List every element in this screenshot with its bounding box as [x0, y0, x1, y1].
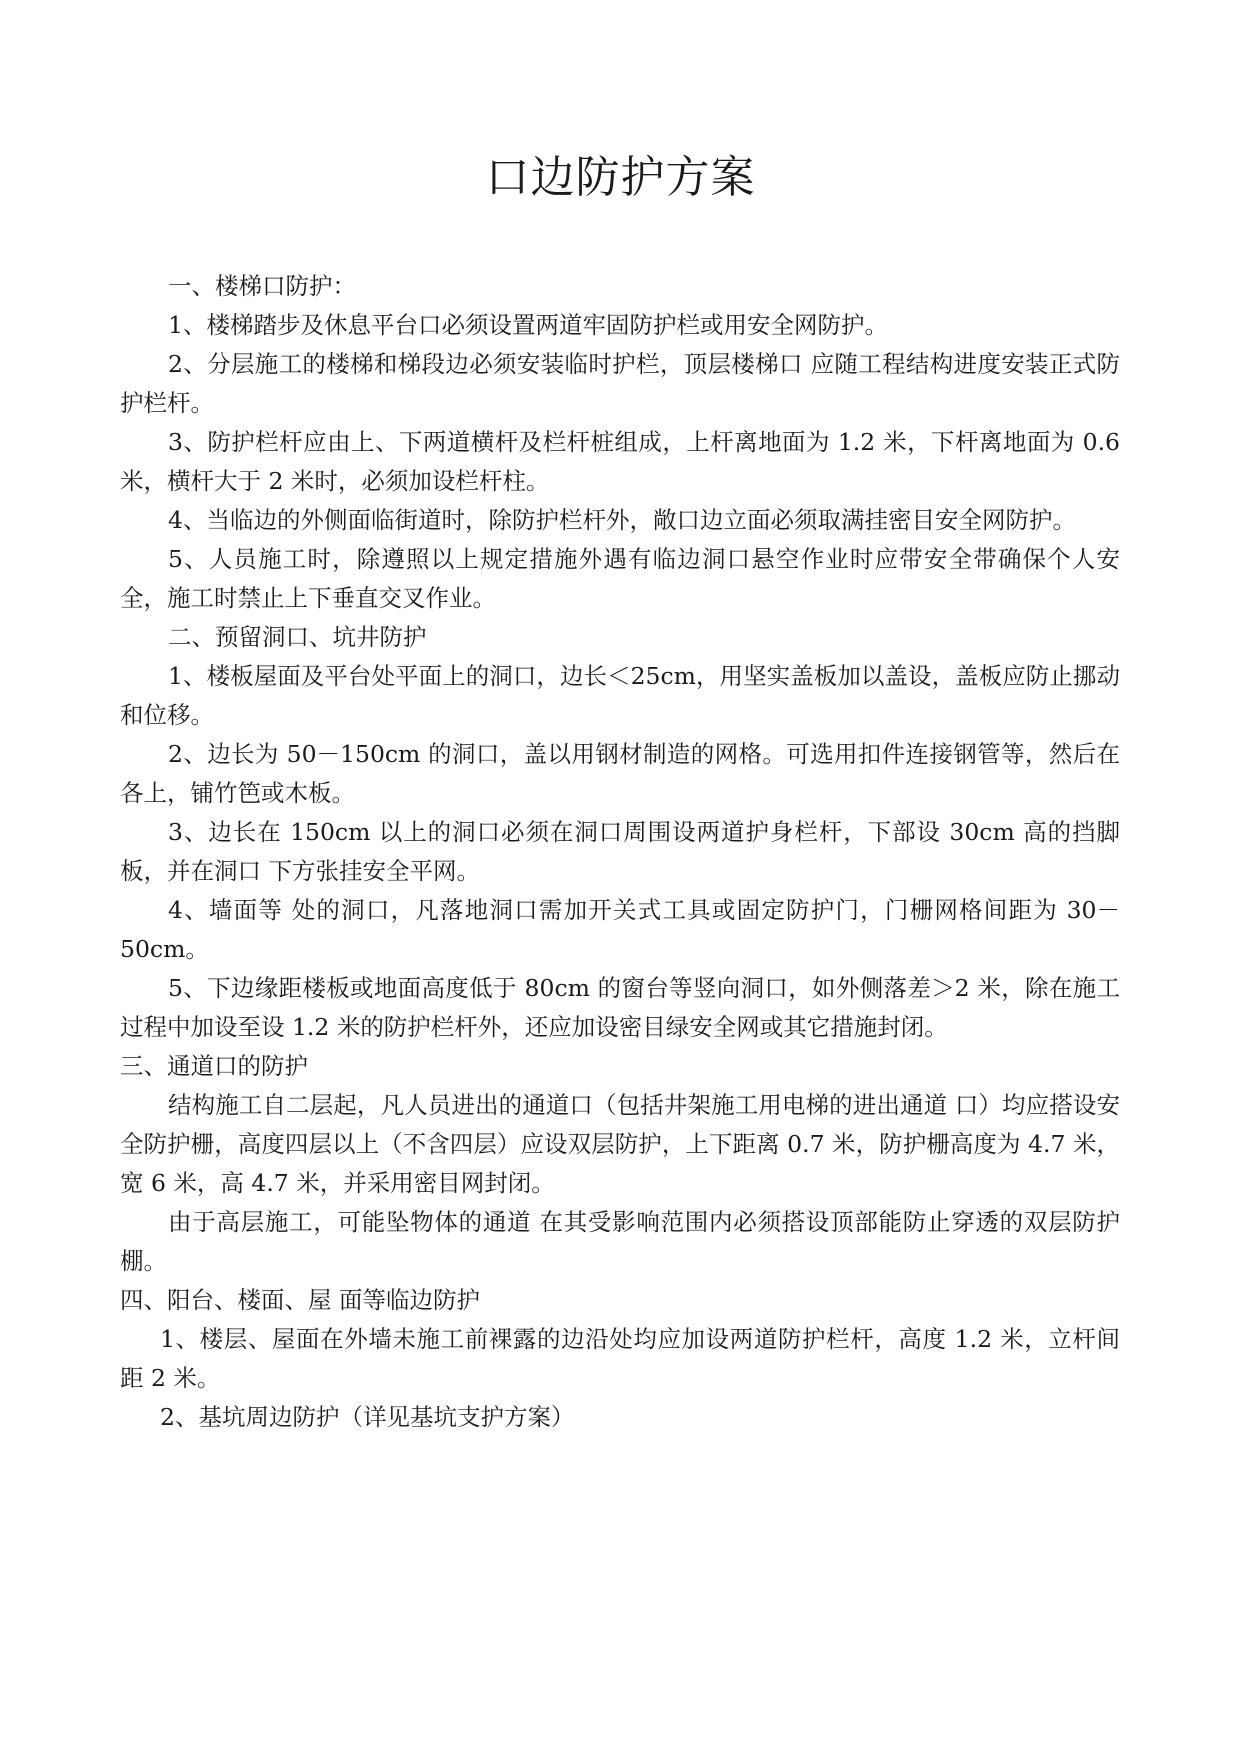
- paragraph: 4、墙面等 处的洞口，凡落地洞口需加开关式工具或固定防护门，门栅网格间距为 30－50cm。: [120, 896, 1120, 963]
- paragraph: 1、楼板屋面及平台处平面上的洞口，边长＜25cm，用坚实盖板加以盖设，盖板应防止挪动和位移。: [120, 662, 1120, 729]
- section-heading: 三、通道口的防护: [120, 1052, 308, 1080]
- paragraph: 结构施工自二层起，凡人员进出的通道口（包括井架施工用电梯的进出通道 口）均应搭设安全防护栅，高度四层以上（不含四层）应设双层防护，上下距离 0.7 米，防护栅高度为 4.7 米，宽 6 米，高 4.7 米，并采用密目网封闭。: [120, 1091, 1120, 1197]
- paragraph: 4、当临边的外侧面临街道时，除防护栏杆外，敞口边立面必须取满挂密目安全网防护。: [168, 506, 1076, 534]
- paragraph: 3、防护栏杆应由上、下两道横杆及栏杆桩组成，上杆离地面为 1.2 米，下杆离地面为 0.6 米，横杆大于 2 米时，必须加设栏杆柱。: [120, 428, 1120, 495]
- paragraph: 由于高层施工，可能坠物体的通道 在其受影响范围内必须搭设顶部能防止穿透的双层防护棚。: [120, 1208, 1120, 1275]
- section-heading: 四、阳台、楼面、屋 面等临边防护: [120, 1286, 480, 1314]
- paragraph: 一、楼梯口防护：: [168, 272, 356, 300]
- paragraph: 2、分层施工的楼梯和梯段边必须安装临时护栏，顶层楼梯口 应随工程结构进度安装正式防护栏杆。: [120, 350, 1120, 417]
- section-heading: 二、预留洞口、坑井防护: [168, 623, 427, 651]
- document-title: 口边防护方案: [485, 152, 756, 203]
- paragraph: 3、边长在 150cm 以上的洞口必须在洞口周围设两道护身栏杆，下部设 30cm 高的挡脚板，并在洞口 下方张挂安全平网。: [120, 818, 1120, 885]
- document-body: [120, 267, 1120, 1437]
- paragraph: 1、楼梯踏步及休息平台口必须设置两道牢固防护栏或用安全网防护。: [168, 311, 888, 339]
- paragraph: 5、人员施工时，除遵照以上规定措施外遇有临边洞口悬空作业时应带安全带确保个人安全，施工时禁止上下垂直交叉作业。: [120, 545, 1120, 612]
- paragraph: 5、下边缘距楼板或地面高度低于 80cm 的窗台等竖向洞口，如外侧落差＞2 米，除在施工过程中加设至设 1.2 米的防护栏杆外，还应加设密目绿安全网或其它措施封闭。: [120, 974, 1120, 1041]
- paragraph: 2、边长为 50－150cm 的洞口，盖以用钢材制造的网格。可选用扣件连接钢管等，然后在各上，铺竹笆或木板。: [120, 740, 1120, 807]
- paragraph: 2、基坑周边防护（详见基坑支护方案）: [160, 1403, 575, 1431]
- paragraph: 1、楼层、屋面在外墙未施工前裸露的边沿处均应加设两道防护栏杆，高度 1.2 米，立杆间距 2 米。: [120, 1325, 1120, 1392]
